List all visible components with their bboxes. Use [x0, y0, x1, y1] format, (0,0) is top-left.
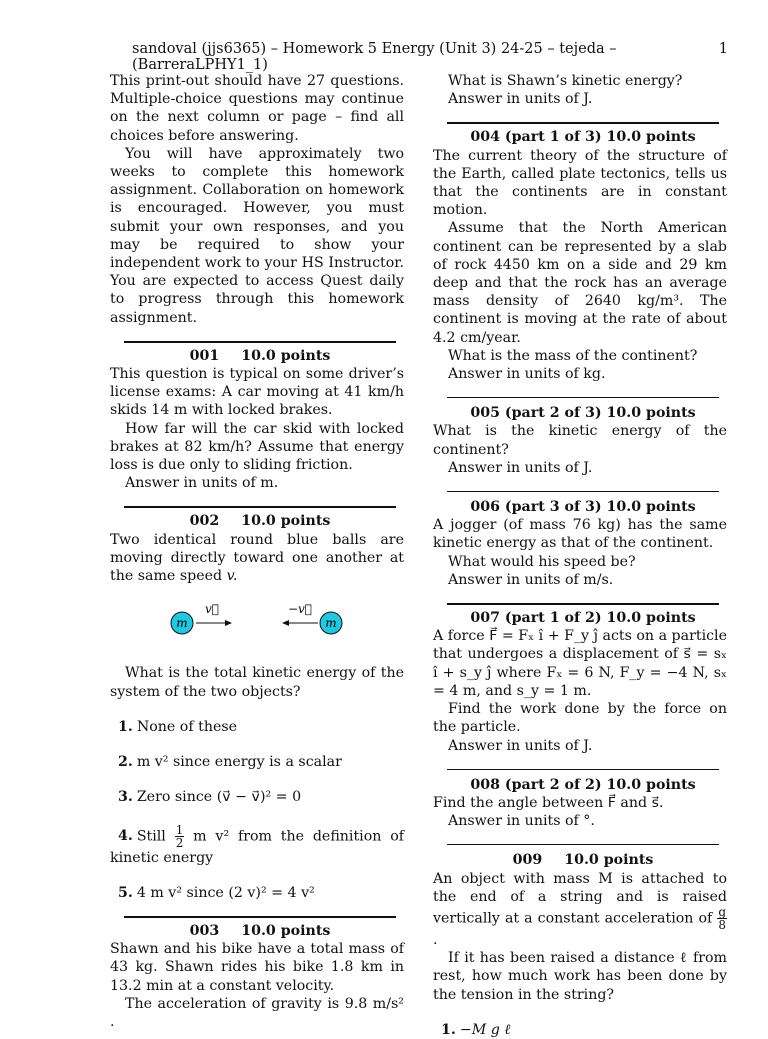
- left-column: [110, 72, 404, 1031]
- intro-paragraph-1: This print-out should have 27 questions. Multiple-choice questions may continue on the next column or page – find all choices before answering.: [110, 73, 404, 144]
- intro-paragraph-2: You will have approximately two weeks to complete this homework assignment. Collaboration on homework is encouraged. However, you must submit your own responses, and you may be required to show your independent work to your HS Instructor. You are expected to access Quest daily to progress through this homework assignment.: [110, 145, 404, 326]
- q007-text-1: A force F⃗ = Fₓ î + F_y ĵ acts on a particle that undergoes a displacement of s⃗ = sₓ î + s_y ĵ where Fₓ = 6 N, F_y = −4 N, sₓ = 4 m, and s_y = 1 m.: [433, 628, 727, 699]
- question-number: 009: [512, 852, 543, 869]
- q002-text-1: Two identical round blue balls are moving directly toward one another at the same speed v.: [110, 531, 404, 585]
- left-velocity-label: v⃗: [205, 602, 219, 617]
- q005-text-1: What is the kinetic energy of the continent?: [433, 423, 727, 458]
- q006-answer-units: Answer in units of m/s.: [448, 571, 614, 588]
- page-number: 1: [718, 41, 728, 57]
- q004-text-3: What is the mass of the continent?: [448, 347, 698, 364]
- question-points: 10.0 points: [241, 513, 331, 530]
- question-006-header: 006 (part 3 of 3) 10.0 points: [447, 491, 719, 516]
- q004-answer-units: Answer in units of kg.: [448, 366, 606, 383]
- question-001-header: [124, 341, 396, 365]
- q002-text-2: What is the total kinetic energy of the system of the two objects?: [110, 665, 404, 700]
- right-velocity-label: −v⃗: [287, 602, 313, 617]
- right-ball-label: m: [325, 616, 337, 631]
- q001-text-2: How far will the car skid with locked brakes at 82 km/h? Assume that energy loss is due only to sliding friction.: [110, 420, 404, 474]
- choice-1: 1. −M g ℓ: [441, 1021, 511, 1038]
- question-007-header: 007 (part 1 of 2) 10.0 points: [447, 603, 719, 627]
- question-002-header: [124, 506, 396, 530]
- colliding-balls-figure: [110, 599, 404, 648]
- left-ball-label: m: [176, 616, 188, 631]
- question-number: 002: [189, 513, 220, 530]
- q004-text-1: The current theory of the structure of the Earth, called plate tectonics, tells us that the continents are in constant motion.: [433, 147, 727, 219]
- q006-text-2: What would his speed be?: [448, 553, 636, 570]
- q008-text-1: Find the angle between F⃗ and s⃗.: [433, 794, 664, 811]
- choice-4: 4. Still $\frac{1}{2}$ m v² from the definition of kinetic energy: [110, 822, 405, 866]
- q007-text-2: Find the work done by the force on the particle.: [433, 701, 727, 736]
- q001-text-1: This question is typical on some driver’s license exams: A car moving at 41 km/h skids 14 m with locked brakes.: [110, 366, 404, 419]
- question-009-header: [447, 844, 719, 869]
- question-003-header: [124, 916, 396, 940]
- question-points: 10.0 points: [241, 922, 331, 939]
- right-column: [433, 72, 727, 1039]
- speed-variable: v.: [226, 568, 238, 585]
- question-points: 10.0 points: [564, 852, 654, 869]
- question-points: 10.0 points: [241, 347, 331, 364]
- q007-answer-units: Answer in units of J.: [448, 737, 593, 754]
- choice-5: 5. 4 m v² since (2 v)² = 4 v²: [118, 884, 315, 901]
- question-005-header: 005 (part 2 of 3) 10.0 points: [447, 397, 719, 422]
- q006-text-1: A jogger (of mass 76 kg) has the same kinetic energy as that of the continent.: [433, 517, 727, 552]
- q003-text-1: Shawn and his bike have a total mass of 43 kg. Shawn rides his bike 1.8 km in 13.2 min at a constant velocity.: [110, 941, 404, 994]
- choice-3: 3. Zero since (v⃗ − v⃗)² = 0: [118, 789, 302, 806]
- q008-answer-units: Answer in units of °.: [448, 813, 595, 830]
- q003-text-2: The acceleration of gravity is 9.8 m/s² .: [110, 995, 404, 1030]
- question-number: 003: [189, 922, 220, 939]
- question-number: 001: [189, 347, 220, 364]
- q005-answer-units: Answer in units of J.: [448, 459, 593, 476]
- page-header: [132, 41, 728, 73]
- question-008-header: 008 (part 2 of 2) 10.0 points: [447, 769, 719, 794]
- one-half-fraction: $\frac{1}{2}$: [175, 822, 184, 850]
- q003-text-3: What is Shawn’s kinetic energy?: [448, 73, 683, 89]
- choice-1: 1. None of these: [118, 718, 238, 735]
- q001-answer-units: Answer in units of m.: [125, 475, 279, 492]
- choice-2: 2. m v² since energy is a scalar: [118, 754, 342, 771]
- q004-text-2: Assume that the North American continent can be represented by a slab of rock 4450 km on a side and 29 km deep and that the rock has an average mass density of 2640 kg/m³. The continent is moving at the rate of about 4.2 cm/year.: [433, 220, 727, 346]
- q009-text-2: If it has been raised a distance ℓ from rest, how much work has been done by the tension in the string?: [433, 950, 727, 1003]
- q009-text-1: An object with mass M is attached to the end of a string and is raised vertically at a constant acceleration of $\frac{g}{8}$ .: [433, 870, 727, 948]
- g-over-8-fraction: $\frac{g}{8}$: [718, 904, 726, 932]
- question-004-header: 004 (part 1 of 3) 10.0 points: [447, 122, 719, 146]
- q003-answer-units: Answer in units of J.: [448, 91, 593, 108]
- header-title: sandoval (jjs6365) – Homework 5 Energy (Unit 3) 24-25 – tejeda – (BarreraLPHY1_1): [132, 41, 617, 73]
